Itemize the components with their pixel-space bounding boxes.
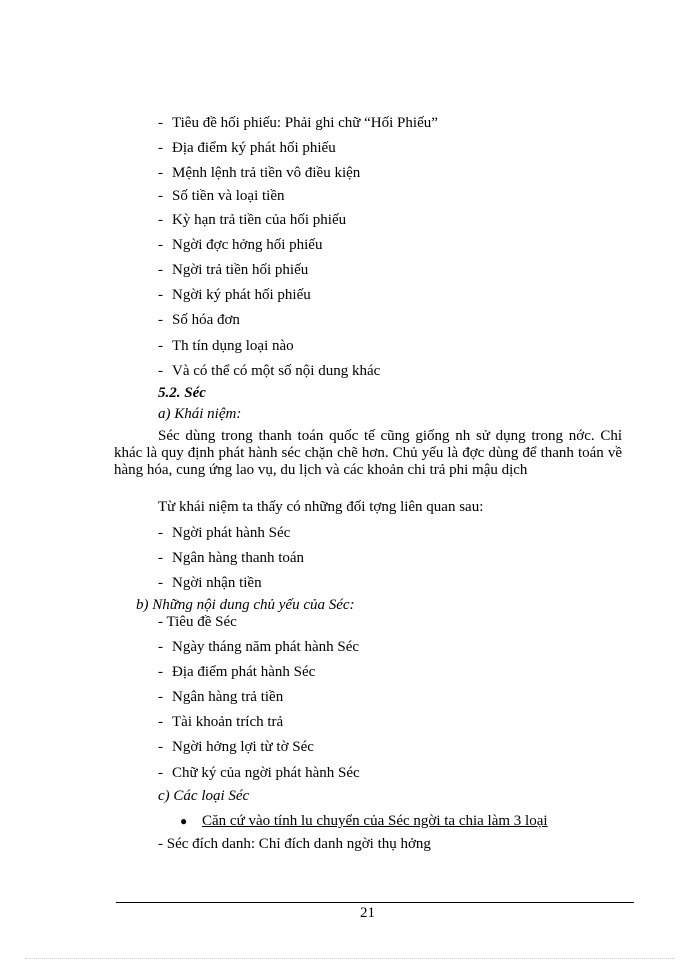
page-number: 21 [360, 905, 375, 921]
intro-line: Từ khái niệm ta thấy có những đối tợng liên quan sau: [158, 499, 484, 515]
list-item: - Tiêu đề Séc [158, 614, 237, 630]
subheading-b: b) Những nội dung chủ yếu của Séc: [136, 597, 355, 613]
list-item: - Ngày tháng năm phát hành Séc [158, 639, 360, 655]
list-item: - Ngời hởng lợi từ tờ Séc [158, 739, 314, 755]
list-item: - Chữ ký của ngời phát hành Séc [158, 765, 360, 781]
list-item: - Ngân hàng thanh toán [158, 550, 305, 566]
paragraph: Séc dùng trong thanh toán quốc tế cũng giống nh sử dụng trong nớc. Chỉ khác là quy định phát hành séc chặn chẽ hơn. Chủ yếu là đợc dùng để thanh toán về hàng hóa, cung ứng lao vụ, du lịch và các khoản chi trả phi mậu dịch [114, 428, 622, 478]
list-item: - Mệnh lệnh trả tiền vô điều kiện [158, 165, 361, 181]
subheading-c: c) Các loại Séc [158, 788, 250, 804]
list-item: - Số tiền và loại tiền [158, 188, 285, 204]
list-item: - Kỳ hạn trả tiền của hối phiếu [158, 212, 347, 228]
list-item: - Ngân hàng trả tiền [158, 689, 284, 705]
list-item: - Địa điểm phát hành Séc [158, 664, 316, 680]
list-item: - Séc đích danh: Chỉ đích danh ngời thụ hởng [158, 836, 431, 852]
list-item: - Ngời phát hành Séc [158, 525, 291, 541]
list-item: - Ngời ký phát hối phiếu [158, 287, 311, 303]
list-item: - Ngời đợc hởng hối phiếu [158, 237, 323, 253]
page-edge-divider [25, 958, 675, 959]
list-item: - Địa điểm ký phát hối phiếu [158, 140, 336, 156]
section-heading: 5.2. Séc [158, 385, 206, 401]
footer-rule [116, 902, 634, 903]
list-item: - Số hóa đơn [158, 312, 240, 328]
subheading-a: a) Khái niệm: [158, 406, 242, 422]
list-item: - Và có thể có một số nội dung khác [158, 363, 381, 379]
list-item: - Tài khoản trích trả [158, 714, 284, 730]
list-item: - Ngời trả tiền hối phiếu [158, 262, 309, 278]
list-item: - Tiêu đề hối phiếu: Phải ghi chữ “Hối Phiếu” [158, 115, 438, 131]
bullet-item: ● Căn cứ vào tính lu chuyển của Séc ngời ta chia làm 3 loại [180, 813, 548, 829]
bullet-icon: ● [180, 814, 188, 828]
list-item: - Th tín dụng loại nào [158, 338, 294, 354]
list-item: - Ngời nhận tiền [158, 575, 262, 591]
